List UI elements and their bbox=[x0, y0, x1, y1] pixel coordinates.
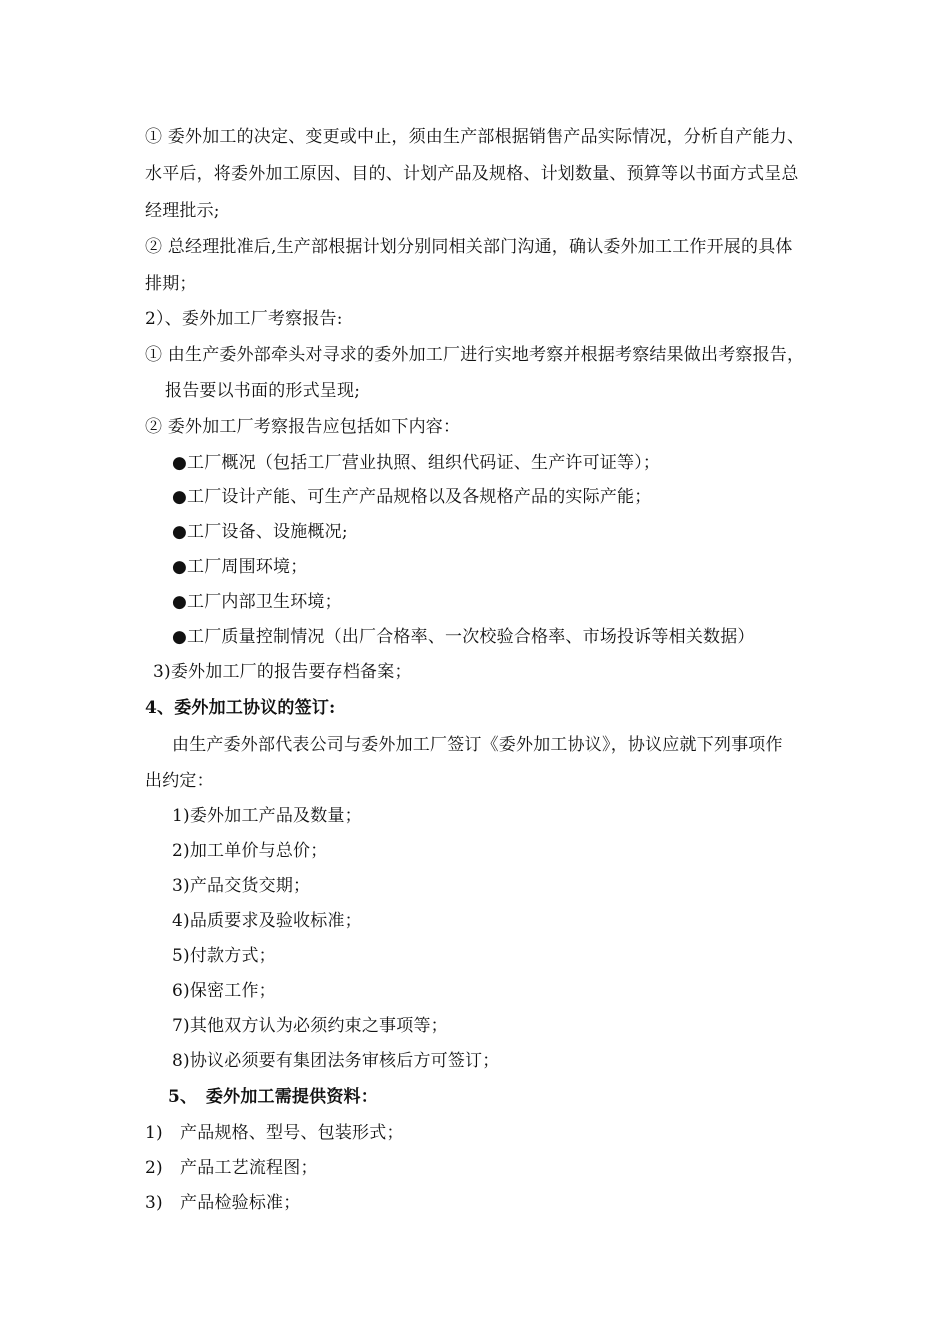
bullet-item-4: ●工厂周围环境； bbox=[172, 557, 308, 577]
bullet-item-3: ●工厂设备、设施概况; bbox=[172, 522, 348, 542]
list-item-materials-1: 1) 产品规格、型号、包装形式； bbox=[145, 1123, 404, 1143]
paragraph-line-3: 经理批示; bbox=[145, 201, 220, 221]
list-item-agreement-6: 6)保密工作； bbox=[172, 981, 276, 1001]
paragraph-line-inspection-2: 报告要以书面的形式呈现; bbox=[165, 381, 361, 401]
list-item-agreement-4: 4)品质要求及验收标准； bbox=[172, 911, 362, 931]
section-heading-agreement: 4、委外加工协议的签订: bbox=[145, 698, 336, 718]
bullet-item-5: ●工厂内部卫生环境； bbox=[172, 592, 342, 612]
list-item-materials-3: 3) 产品检验标准； bbox=[145, 1193, 301, 1213]
paragraph-line-1: ① 委外加工的决定、变更或中止，须由生产部根据销售产品实际情况，分析自产能力、 bbox=[145, 127, 805, 147]
section-heading-materials: 5、 委外加工需提供资料： bbox=[168, 1087, 378, 1107]
bullet-item-6: ●工厂质量控制情况（出厂合格率、一次校验合格率、市场投诉等相关数据） bbox=[172, 627, 755, 647]
list-item-agreement-3: 3)产品交货交期； bbox=[172, 876, 311, 896]
list-item-agreement-7: 7)其他双方认为必须约束之事项等； bbox=[172, 1016, 448, 1036]
paragraph-line-2: 水平后，将委外加工原因、目的、计划产品及规格、计划数量、预算等以书面方式呈总 bbox=[145, 164, 799, 184]
list-item-agreement-1: 1)委外加工产品及数量； bbox=[172, 806, 362, 826]
paragraph-line-4: ② 总经理批准后,生产部根据计划分别同相关部门沟通，确认委外加工工作开展的具体 bbox=[145, 237, 793, 257]
paragraph-line-inspection-1: ① 由生产委外部牵头对寻求的委外加工厂进行实地考察并根据考察结果做出考察报告， bbox=[145, 345, 805, 365]
section-heading-inspection-report: 2）、委外加工厂考察报告: bbox=[145, 309, 343, 329]
bullet-item-2: ●工厂设计产能、可生产产品规格以及各规格产品的实际产能； bbox=[172, 487, 652, 507]
list-item-materials-2: 2) 产品工艺流程图； bbox=[145, 1158, 318, 1178]
paragraph-line-inspection-3: ② 委外加工厂考察报告应包括如下内容： bbox=[145, 417, 461, 437]
list-item-agreement-5: 5)付款方式； bbox=[172, 946, 276, 966]
paragraph-archive: 3)委外加工厂的报告要存档备案； bbox=[153, 662, 412, 682]
paragraph-agreement-2: 出约定： bbox=[145, 771, 214, 791]
bullet-item-1: ●工厂概况（包括工厂营业执照、组织代码证、生产许可证等）； bbox=[172, 453, 661, 473]
list-item-agreement-8: 8)协议必须要有集团法务审核后方可签订； bbox=[172, 1051, 500, 1071]
paragraph-line-5: 排期； bbox=[145, 274, 197, 294]
paragraph-agreement-1: 由生产委外部代表公司与委外加工厂签订《委外加工协议》，协议应就下列事项作 bbox=[172, 735, 783, 755]
list-item-agreement-2: 2)加工单价与总价； bbox=[172, 841, 328, 861]
